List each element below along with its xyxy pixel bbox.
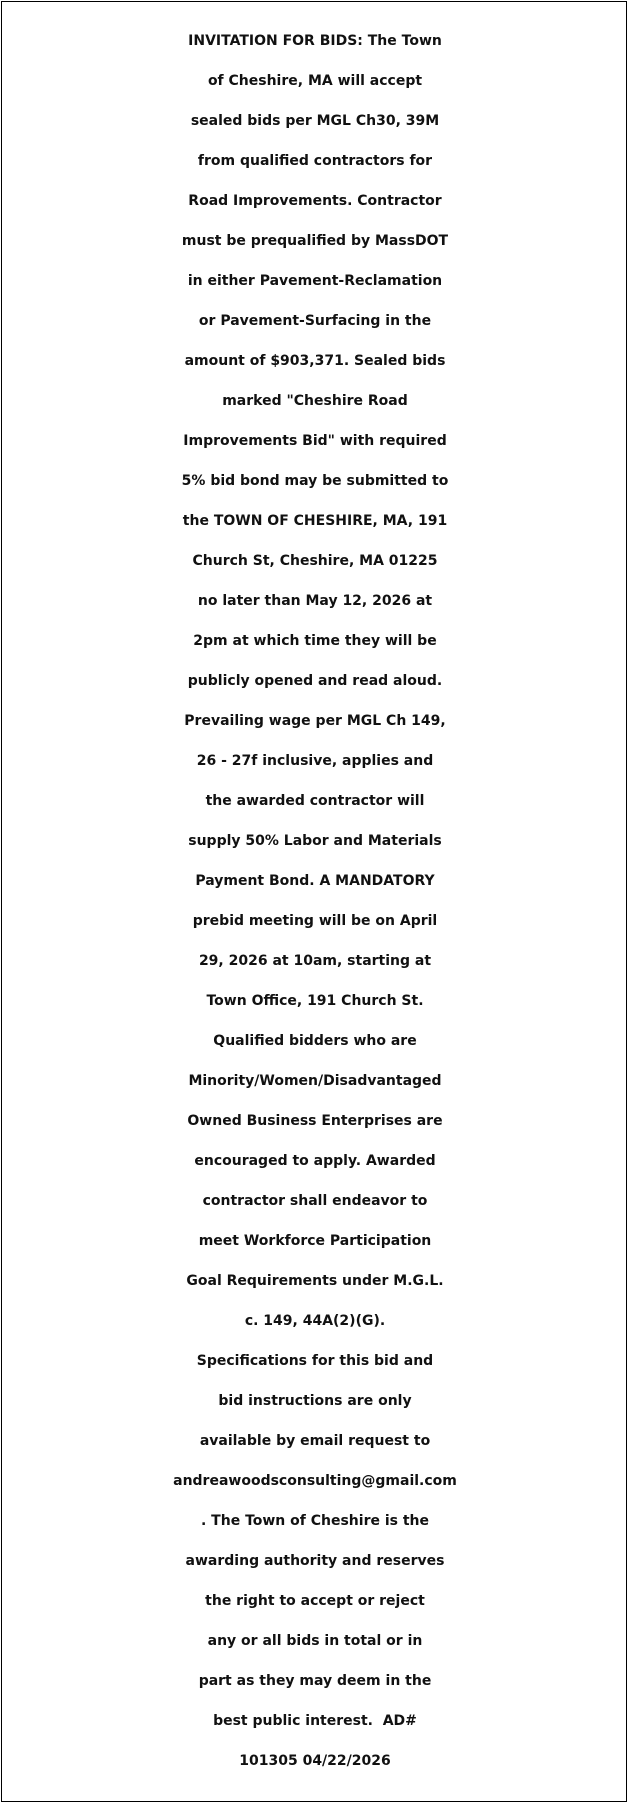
ad-line: sealed bids per MGL Ch30, 39M (190, 113, 440, 129)
ad-line: amount of $903,371. Sealed bids (184, 353, 446, 369)
ad-body (2, 21, 628, 1781)
ad-line: bid instructions are only (218, 1393, 412, 1409)
ad-line: 5% bid bond may be submitted to (181, 473, 449, 489)
ad-line: Town Office, 191 Church St. (206, 993, 424, 1009)
ad-line: Church St, Cheshire, MA 01225 (192, 553, 438, 569)
ad-line: no later than May 12, 2026 at (197, 593, 433, 609)
ad-line: of Cheshire, MA will accept (207, 73, 423, 89)
email-address: andreawoodsconsulting@gmail.com (173, 1473, 457, 1489)
ad-frame (1, 1, 627, 1802)
ad-line: Road Improvements. Contractor (188, 193, 442, 209)
ad-line: 29, 2026 at 10am, starting at (198, 953, 432, 969)
ad-line: or Pavement-Surfacing in the (198, 313, 432, 329)
ad-line: supply 50% Labor and Materials (188, 833, 442, 849)
ad-line: Improvements Bid" with required (183, 433, 447, 449)
ad-line: Payment Bond. A MANDATORY (195, 873, 435, 889)
ad-line: Qualified bidders who are (213, 1033, 417, 1049)
ad-line: awarding authority and reserves (185, 1553, 445, 1569)
ad-line: must be prequalified by MassDOT (181, 233, 449, 249)
ad-number-date: 101305 04/22/2026 (239, 1753, 391, 1769)
ad-line: publicly opened and read aloud. (187, 673, 443, 689)
ad-line: Minority/Women/Disadvantaged (188, 1073, 442, 1089)
ad-line: Specifications for this bid and (196, 1353, 434, 1369)
ad-line: 26 - 27f inclusive, applies and (196, 753, 434, 769)
ad-line: meet Workforce Participation (198, 1233, 432, 1249)
ad-line: part as they may deem in the (198, 1673, 432, 1689)
ad-line: prebid meeting will be on April (192, 913, 438, 929)
ad-line: best public interest. AD# (213, 1713, 417, 1729)
ad-line: the TOWN OF CHESHIRE, MA, 191 (182, 513, 448, 529)
ad-line: c. 149, 44A(2)(G). (244, 1313, 386, 1329)
ad-line: 2pm at which time they will be (193, 633, 437, 649)
ad-line: available by email request to (199, 1433, 431, 1449)
ad-line: Goal Requirements under M.G.L. (186, 1273, 444, 1289)
ad-line: contractor shall endeavor to (202, 1193, 428, 1209)
ad-line: . The Town of Cheshire is the (200, 1513, 429, 1529)
ad-line: from qualified contractors for (197, 153, 433, 169)
ad-line: Prevailing wage per MGL Ch 149, (184, 713, 446, 729)
ad-line: encouraged to apply. Awarded (194, 1153, 436, 1169)
ad-line: in either Pavement-Reclamation (187, 273, 443, 289)
ad-line: any or all bids in total or in (207, 1633, 423, 1649)
ad-line: INVITATION FOR BIDS: The Town (188, 33, 442, 49)
ad-line: Owned Business Enterprises are (187, 1113, 443, 1129)
ad-line: the right to accept or reject (205, 1593, 425, 1609)
ad-line: the awarded contractor will (205, 793, 425, 809)
ad-line: marked "Cheshire Road (222, 393, 408, 409)
